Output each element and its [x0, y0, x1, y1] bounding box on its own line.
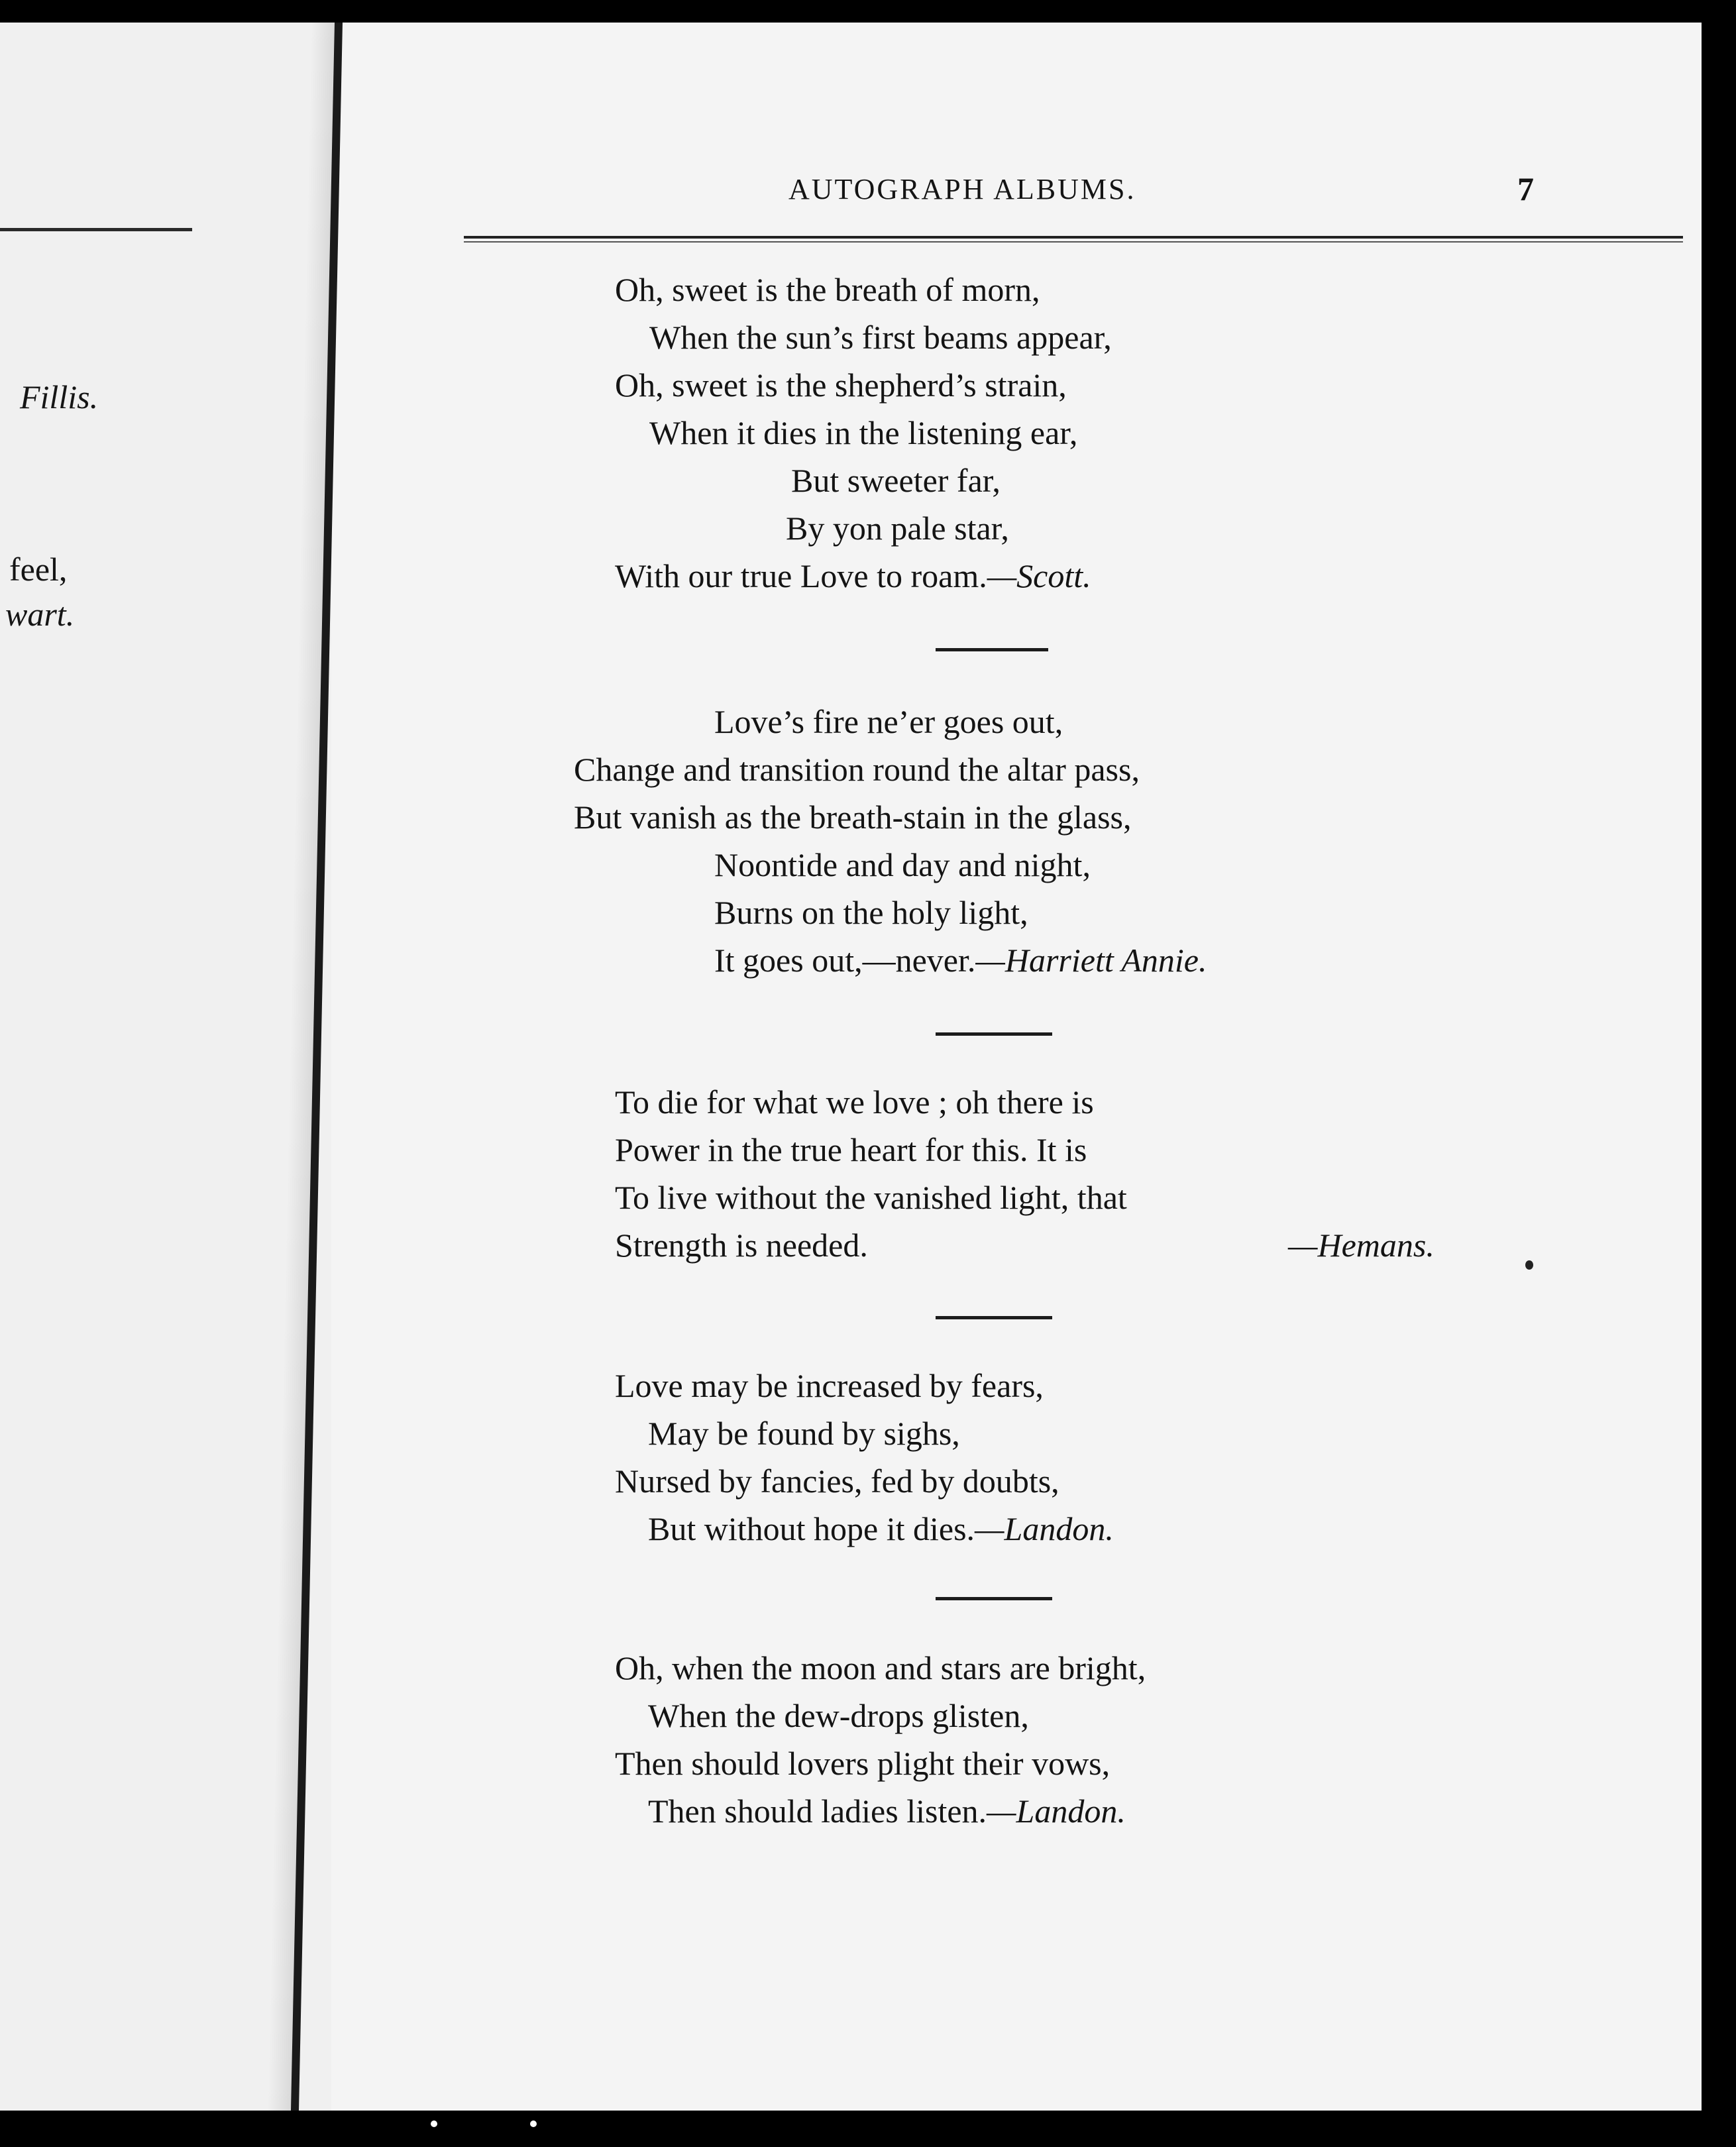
verse-line: To live without the vanished light, that [615, 1179, 1127, 1216]
verse-line: But without hope it dies.—Landon. [648, 1510, 1114, 1547]
stanza-separator [936, 1032, 1052, 1036]
scan-border-bottom [0, 2111, 1736, 2147]
verse-line: It goes out,—never.—Harriett Annie. [714, 942, 1207, 979]
facing-page-fragment: feel, [9, 551, 68, 588]
verse-line: Love’s fire ne’er goes out, [714, 703, 1063, 740]
verse-line: Oh, sweet is the shepherd’s strain, [615, 366, 1067, 404]
verse-line: Burns on the holy light, [714, 894, 1028, 931]
page-number: 7 [1517, 170, 1534, 207]
verse-line: Nursed by fancies, fed by doubts, [615, 1462, 1059, 1500]
attribution: —Landon. [987, 1792, 1126, 1830]
attribution: —Landon. [975, 1510, 1114, 1547]
facing-page-fragment: Fillis. [20, 378, 99, 415]
verse-line: Strength is needed. [615, 1227, 868, 1264]
attribution: —Hemans. [1288, 1227, 1435, 1264]
attribution: —Scott. [987, 557, 1091, 594]
scan-speck [431, 2120, 437, 2127]
verse-line: To die for what we love ; oh there is [615, 1083, 1094, 1121]
scan-border-right [1702, 0, 1736, 2147]
verse-line: Noontide and day and night, [714, 846, 1091, 883]
verse-line: But vanish as the breath-stain in the glass, [574, 798, 1132, 836]
verse-line: Oh, sweet is the breath of morn, [615, 271, 1040, 308]
verse-line: Then should ladies listen.—Landon. [648, 1792, 1126, 1830]
verse-line: May be found by sighs, [648, 1415, 960, 1452]
running-head: AUTOGRAPH ALBUMS. [788, 173, 1136, 205]
verse-line: With our true Love to roam.—Scott. [615, 557, 1091, 594]
stanza-separator [936, 1597, 1052, 1600]
scan-border-top [0, 0, 1736, 23]
verse-line: When it dies in the listening ear, [649, 414, 1078, 451]
ink-speck [1525, 1260, 1533, 1270]
verse-line: Then should lovers plight their vows, [615, 1745, 1111, 1782]
verse-line: Change and transition round the altar pass, [574, 751, 1140, 788]
stanza-separator [936, 648, 1048, 651]
verse-line: Love may be increased by fears, [615, 1367, 1044, 1404]
verse-line: But sweeter far, [791, 462, 1001, 499]
book-page [351, 23, 1702, 2111]
header-rule-thin [464, 241, 1683, 243]
scan-speck [530, 2120, 537, 2127]
stanza-separator [936, 1316, 1052, 1319]
facing-page-fragment: wart. [5, 596, 75, 633]
facing-page-rule [0, 228, 192, 231]
verse-line: When the sun’s first beams appear, [649, 319, 1112, 356]
verse-line: Power in the true heart for this. It is [615, 1131, 1087, 1168]
header-rule [464, 236, 1683, 239]
verse-line: When the dew-drops glisten, [648, 1697, 1029, 1734]
verse-line: Oh, when the moon and stars are bright, [615, 1649, 1146, 1686]
verse-line: By yon pale star, [786, 510, 1009, 547]
attribution: —Harriett Annie. [975, 942, 1207, 979]
